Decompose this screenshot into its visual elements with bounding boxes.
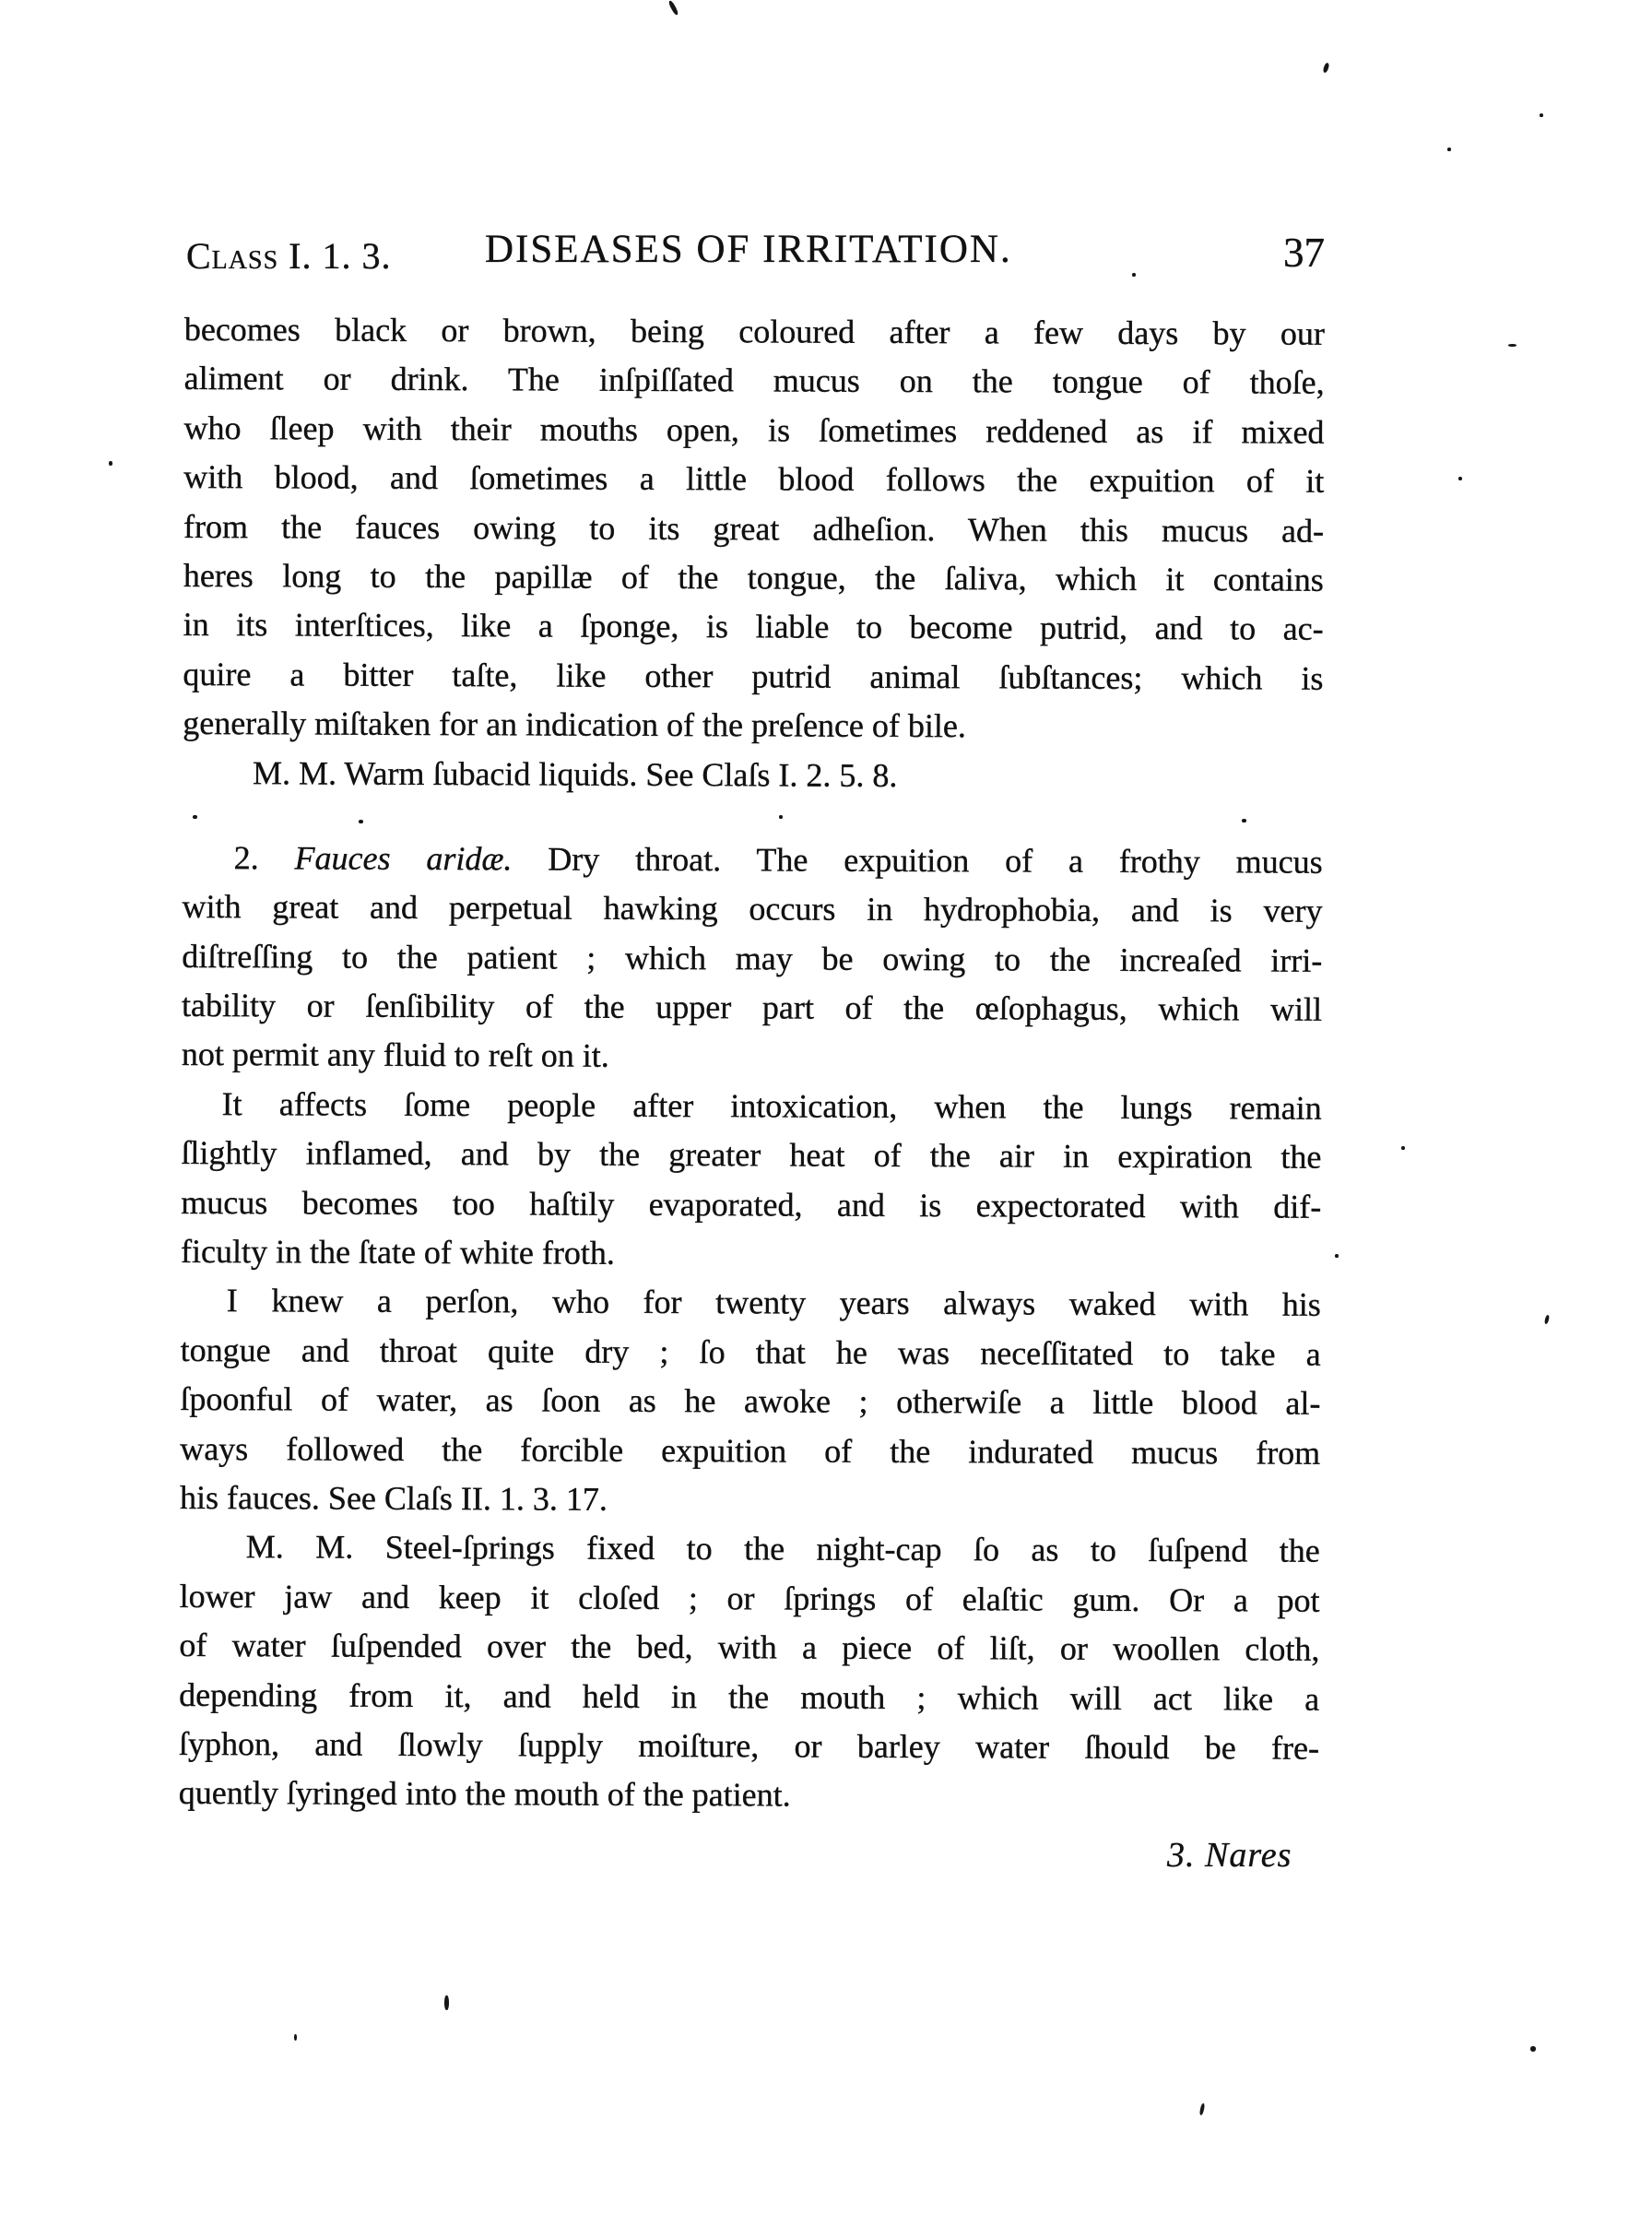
text-line: mucus becomes too haſtily evaporated, and is expectorated with dif- [181, 1183, 1322, 1225]
text-line: ways followed the forcible expuition of the indurated mucus from [180, 1429, 1321, 1472]
text-line [183, 834, 1323, 887]
catchword: 3. Nares [1167, 1836, 1292, 1875]
section-first-line-rest: Dry throat. The expuition of a frothy mucus [548, 840, 1323, 881]
paragraph-4 [180, 1276, 1321, 1527]
scan-speck [667, 0, 678, 16]
section-title-italic: Fauces aridæ. [294, 839, 513, 878]
scan-speck [1132, 273, 1136, 277]
text-line: ſlightly inflamed, and by the greater heat of the air in expiration the [181, 1134, 1322, 1176]
scan-speck [1447, 148, 1451, 151]
text-line: not permit any fluid to reſt on it. [181, 1035, 609, 1075]
text-line: with great and perpetual hawking occurs in hydrophobia, and is very [182, 888, 1323, 930]
scan-speck [779, 815, 783, 819]
text-line: quently ſyringed into the mouth of the patient. [178, 1774, 791, 1814]
scan-speck [294, 2034, 297, 2041]
header-class-label: Class I. 1. 3. [186, 235, 392, 277]
header-title: DISEASES OF IRRITATION. [485, 228, 1012, 271]
text-line: quire a bitter taſte, like other putrid animal ſubſtances; which is [183, 655, 1324, 697]
scan-speck [1530, 2046, 1536, 2052]
text-line: his fauces. See Claſs II. 1. 3. 17. [179, 1478, 608, 1518]
text-line: with blood, and ſometimes a little blood follows the expuition of it [183, 458, 1325, 500]
scan-speck [359, 820, 363, 823]
text-line: M. M. Steel-ſprings fixed to the night-cap ſo as to ſuſpend the [245, 1528, 1320, 1570]
text-line: tability or ſenſibility of the upper part of the œſophagus, which will [182, 987, 1323, 1028]
text-line: I knew a perſon, who for twenty years always waked with his [226, 1282, 1321, 1324]
text-line: generally miſtaken for an indication of the preſence of bile. [183, 704, 966, 745]
text-line: ſpoonful of water, as ſoon as he awoke ; otherwiſe a little blood al- [180, 1380, 1321, 1422]
text-line: tongue and throat quite dry ; ſo that he was neceſſitated to take a [180, 1331, 1321, 1373]
text-line: lower jaw and keep it cloſed ; or ſprings of elaſtic gum. Or a pot [179, 1577, 1320, 1619]
text-line: diſtreſſing to the patient ; which may be owing to the increaſed irri- [182, 937, 1323, 979]
text-line: ſyphon, and ſlowly ſupply moiſture, or barley water ſhould be fre- [178, 1724, 1320, 1767]
text-line: ficulty in the ſtate of white froth. [180, 1233, 616, 1272]
scan-speck [1335, 1254, 1339, 1258]
paragraph-5 [179, 1522, 1320, 1822]
scan-speck [1322, 62, 1329, 73]
scan-speck [1544, 1315, 1550, 1325]
section-number: 2. [233, 839, 259, 877]
scan-speck [444, 1995, 449, 2010]
paragraph-1 [183, 305, 1325, 752]
text-line: from the fauces owing to its great adheſion. When this mucus ad- [183, 507, 1325, 550]
text-line: in its interſtices, like a ſponge, is liable to become putrid, and to ac- [183, 606, 1324, 648]
scan-speck [1458, 477, 1462, 480]
materia-medica-line: M. M. Warm ſubacid liquids. See Claſs I. 2. 5. 8. [252, 753, 898, 794]
scan-speck [1508, 344, 1516, 347]
text-line: heres long to the papillæ of the tongue, the ſaliva, which it contains [183, 556, 1324, 598]
scan-speck [193, 815, 197, 819]
page-header [184, 227, 1325, 282]
scan-speck [1540, 113, 1543, 117]
text-line: aliment or drink. The inſpiſſated mucus on the tongue of thoſe, [183, 360, 1325, 402]
scan-speck [1199, 2103, 1206, 2116]
text-line: depending from it, and held in the mouth ; which will act like a [179, 1675, 1320, 1718]
section-gap [183, 798, 1323, 838]
text-line: becomes black or brown, being coloured after a few days by our [183, 310, 1325, 352]
scan-speck [1242, 819, 1246, 822]
text-column [179, 305, 1325, 1822]
text-line: who ſleep with their mouths open, is ſometimes reddened as if mixed [183, 408, 1325, 451]
paragraph-3 [181, 1080, 1322, 1281]
text-line: of water ſuſpended over the bed, with a piece of liſt, or woollen cloth, [179, 1627, 1320, 1668]
scan-speck [1401, 1146, 1405, 1150]
header-page-number: 37 [1283, 230, 1325, 276]
text-line: It affects ſome people after intoxication, when the lungs remain [221, 1085, 1322, 1127]
scan-speck [109, 461, 112, 466]
paragraph-section-2 [182, 834, 1323, 1084]
